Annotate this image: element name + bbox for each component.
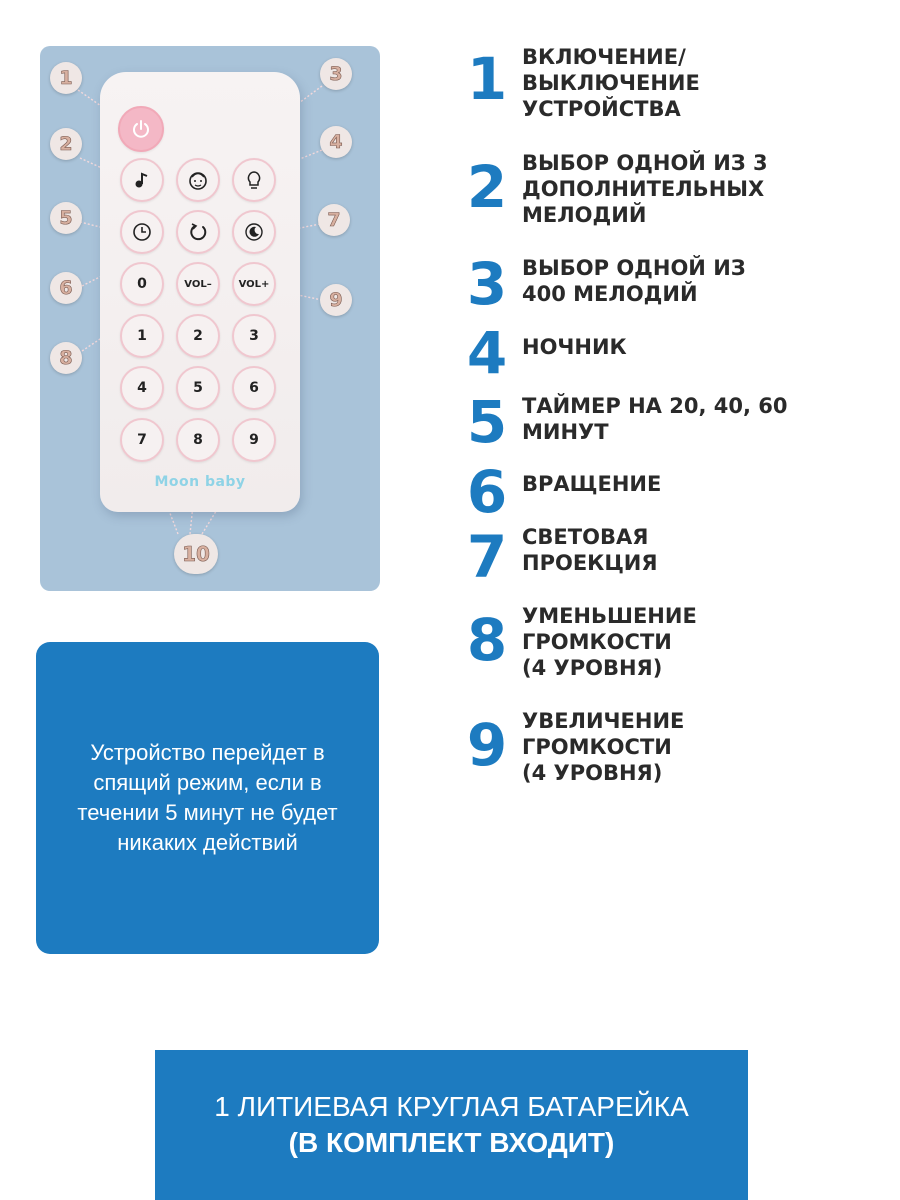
feature-number: 2	[466, 153, 508, 221]
callout-3: 3	[320, 58, 352, 90]
sleep-mode-note	[36, 642, 379, 954]
digit-6-button[interactable]: 6	[232, 366, 276, 410]
callout-7: 7	[318, 204, 350, 236]
callout-9: 9	[320, 284, 352, 316]
feature-number: 1	[466, 45, 508, 113]
callout-6: 6	[50, 272, 82, 304]
feature-text: ВКЛЮЧЕНИЕ/ ВЫКЛЮЧЕНИЕ УСТРОЙСТВА	[522, 45, 700, 121]
music-note-icon	[132, 170, 152, 190]
callout-5: 5	[50, 202, 82, 234]
melodies-400-button[interactable]	[176, 158, 220, 202]
feature-text: НОЧНИК	[522, 335, 627, 359]
feature-number: 6	[466, 458, 508, 526]
remote-control	[100, 72, 300, 512]
power-icon	[130, 118, 152, 140]
rotation-button[interactable]	[176, 210, 220, 254]
digit-3-button[interactable]: 3	[232, 314, 276, 358]
digit-4-button[interactable]: 4	[120, 366, 164, 410]
callout-4: 4	[320, 126, 352, 158]
moon-projection-icon	[243, 221, 265, 243]
digit-2-button[interactable]: 2	[176, 314, 220, 358]
night-light-button[interactable]	[232, 158, 276, 202]
feature-number: 5	[466, 388, 508, 456]
feature-text: ВЫБОР ОДНОЙ ИЗ 400 МЕЛОДИЙ	[522, 256, 746, 306]
feature-number: 9	[466, 711, 508, 779]
melody-button[interactable]	[120, 158, 164, 202]
timer-button[interactable]	[120, 210, 164, 254]
remote-photo-panel	[40, 46, 380, 591]
feature-text: ВЫБОР ОДНОЙ ИЗ 3 ДОПОЛНИТЕЛЬНЫХ МЕЛОДИЙ	[522, 151, 768, 227]
power-button[interactable]	[118, 106, 164, 152]
volume-down-button[interactable]: VOL–	[176, 262, 220, 306]
digit-5-button[interactable]: 5	[176, 366, 220, 410]
digit-7-button[interactable]: 7	[120, 418, 164, 462]
digit-0-button[interactable]: 0	[120, 262, 164, 306]
callout-8: 8	[50, 342, 82, 374]
feature-text: СВЕТОВАЯ ПРОЕКЦИЯ	[522, 525, 658, 575]
feature-text: ТАЙМЕР НА 20, 40, 60 МИНУТ	[522, 394, 788, 444]
battery-line-2: (В КОМПЛЕКТ ВХОДИТ)	[288, 1127, 615, 1158]
feature-number: 4	[466, 319, 508, 387]
clock-icon	[131, 221, 153, 243]
feature-text: ВРАЩЕНИЕ	[522, 472, 662, 496]
battery-text	[214, 1089, 689, 1161]
callout-1: 1	[50, 62, 82, 94]
callout-2: 2	[50, 128, 82, 160]
feature-number: 7	[466, 523, 508, 591]
projection-button[interactable]	[232, 210, 276, 254]
volume-up-button[interactable]: VOL+	[232, 262, 276, 306]
feature-number: 8	[466, 606, 508, 674]
battery-line-1: 1 ЛИТИЕВАЯ КРУГЛАЯ БАТАРЕЙКА	[214, 1091, 689, 1122]
brand-logo: Moon baby	[154, 474, 246, 490]
feature-text: УВЕЛИЧЕНИЕ ГРОМКОСТИ (4 УРОВНЯ)	[522, 709, 685, 785]
feature-text: УМЕНЬШЕНИЕ ГРОМКОСТИ (4 УРОВНЯ)	[522, 604, 697, 680]
digit-1-button[interactable]: 1	[120, 314, 164, 358]
baby-face-icon	[186, 168, 210, 192]
digit-8-button[interactable]: 8	[176, 418, 220, 462]
callout-10: 10	[174, 534, 218, 574]
light-bulb-icon	[243, 169, 265, 191]
sleep-mode-text: Устройство перейдет в спящий режим, если в течении 5 минут не будет никаких действий	[77, 740, 338, 855]
feature-number: 3	[466, 250, 508, 318]
battery-info	[155, 1050, 748, 1200]
rotate-icon	[187, 221, 209, 243]
digit-9-button[interactable]: 9	[232, 418, 276, 462]
